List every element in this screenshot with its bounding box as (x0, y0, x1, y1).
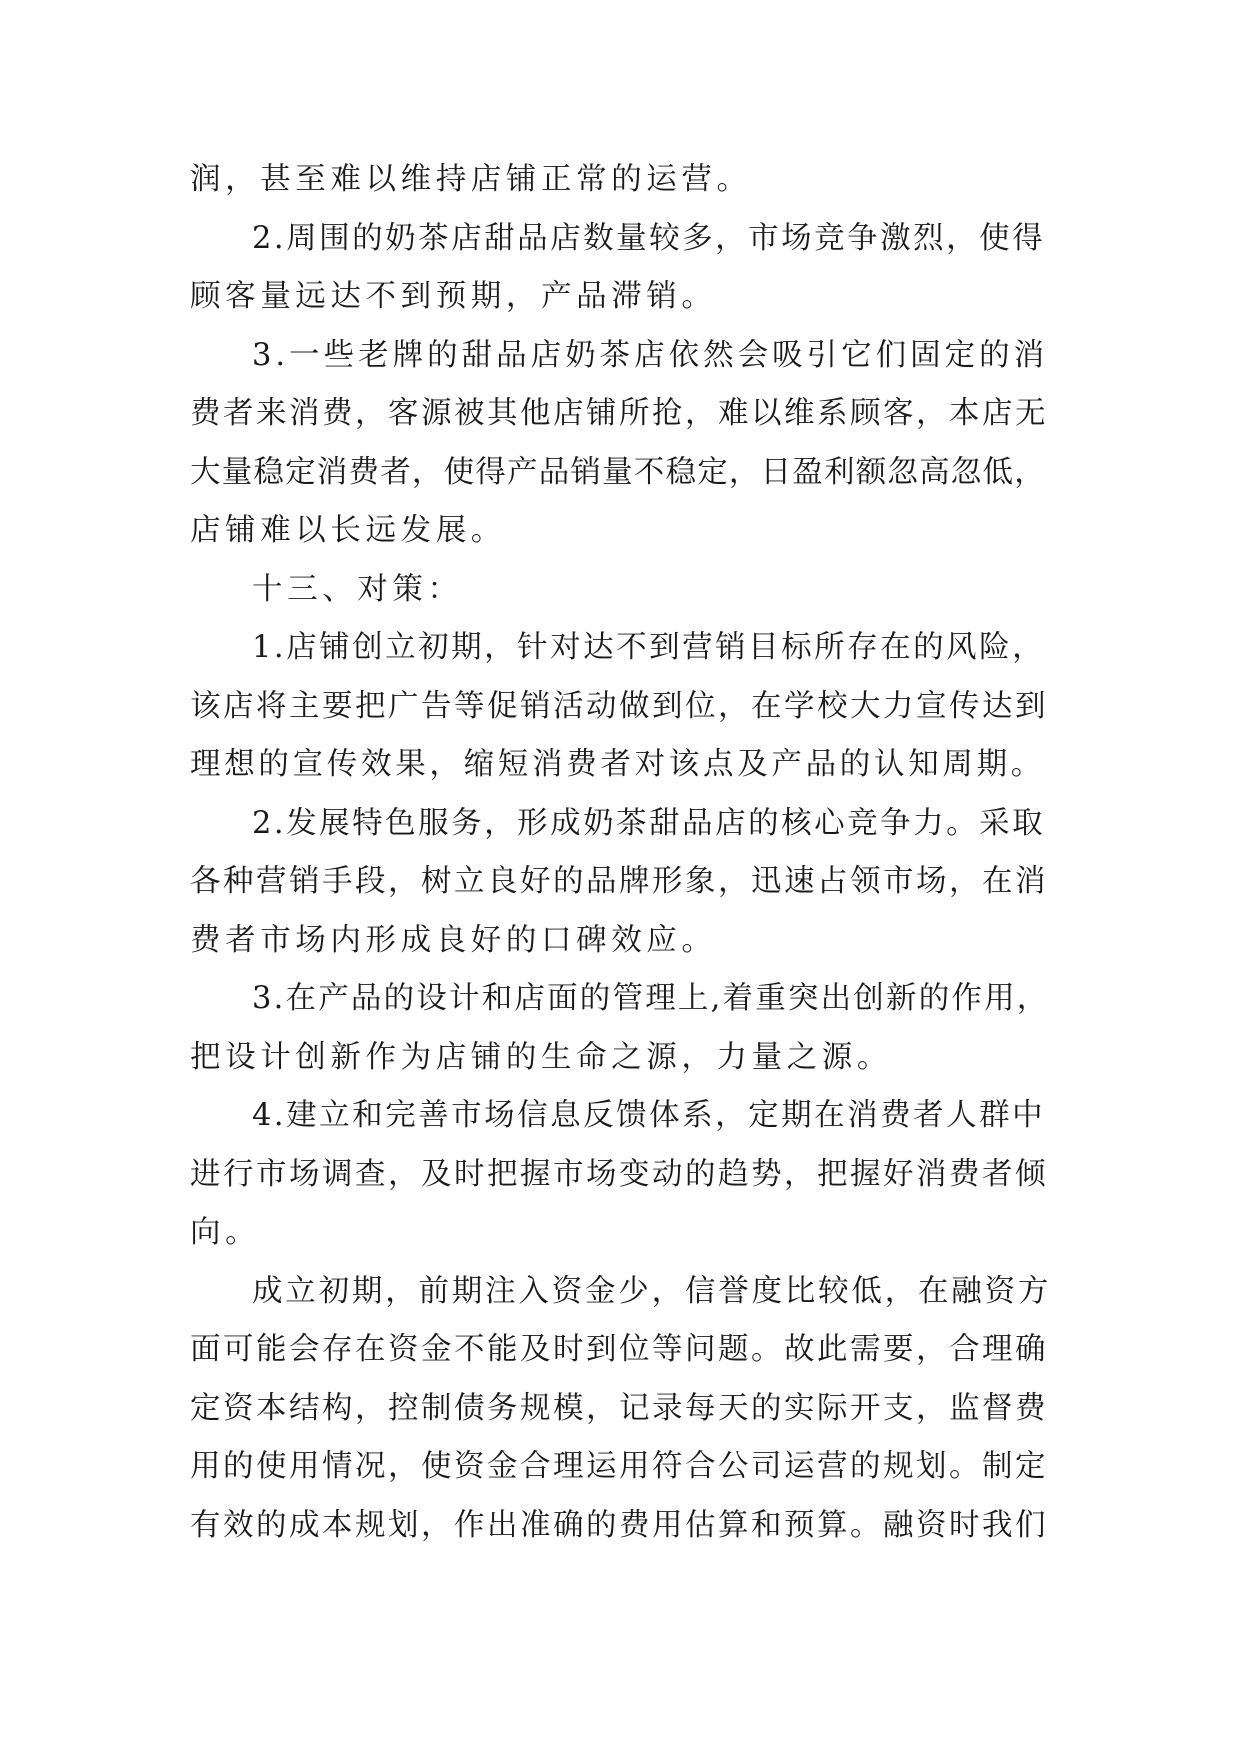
text-line: 各种营销手段，树立良好的品牌形象，迅速占领市场，在消 (190, 864, 1048, 899)
text-line: 向。 (190, 1215, 261, 1250)
paragraph-5 (190, 619, 1052, 795)
document-body (190, 151, 1052, 1555)
text-line: 理想的宣传效果，缩短消费者对该点及产品的认知周期。 (190, 747, 1045, 782)
paragraph-8 (190, 1087, 1052, 1263)
text-line: 4.建立和完善市场信息反馈体系，定期在消费者人群中 (252, 1098, 1046, 1133)
text-line: 2.周围的奶茶店甜品店数量较多，市场竞争激烈，使得 (252, 220, 1046, 256)
text-line: 2.发展特色服务，形成奶茶甜品店的核心竞争力。采取 (252, 805, 1046, 841)
paragraph-9 (190, 1263, 1052, 1556)
text-line: 费者市场内形成良好的口碑效应。 (190, 922, 717, 958)
section-heading (190, 561, 1052, 620)
paragraph-3 (190, 327, 1052, 561)
text-line: 费者来消费，客源被其他店铺所抢，难以维系顾客，本店无 (190, 396, 1048, 431)
paragraph-2 (190, 210, 1052, 327)
text-line: 定资本结构，控制债务规模，记录每天的实际开支，监督费 (190, 1390, 1048, 1426)
text-line: 店铺难以长远发展。 (190, 513, 506, 548)
text-line: 3.在产品的设计和店面的管理上,着重突出创新的作用， (252, 981, 1050, 1016)
paragraph-1 (190, 151, 1052, 210)
text-line: 把设计创新作为店铺的生命之源，力量之源。 (190, 1039, 892, 1075)
text-line: 3.一些老牌的甜品店奶茶店依然会吸引它们固定的消 (252, 337, 1049, 373)
text-line: 进行市场调查，及时把握市场变动的趋势，把握好消费者倾 (190, 1156, 1048, 1192)
paragraph-6 (190, 795, 1052, 971)
text-line: 顾客量远达不到预期，产品滞销。 (190, 279, 717, 314)
text-line: 有效的成本规划，作出准确的费用估算和预算。融资时我们 (190, 1507, 1048, 1543)
paragraph-7 (190, 970, 1052, 1087)
text-line: 润，甚至难以维持店铺正常的运营。 (190, 162, 752, 197)
text-line: 该店将主要把广告等促销活动做到位，在学校大力宣传达到 (190, 688, 1048, 724)
text-line: 成立初期，前期注入资金少，信誉度比较低，在融资方 (252, 1273, 1052, 1309)
text-line: 用的使用情况，使资金合理运用符合公司运营的规划。制定 (190, 1449, 1048, 1484)
text-line: 大量稳定消费者，使得产品销量不稳定，日盈利额忽高忽低， (190, 454, 1046, 490)
heading-line: 十三、对策： (252, 571, 463, 607)
text-line: 面可能会存在资金不能及时到位等问题。故此需要，合理确 (190, 1332, 1048, 1367)
text-line: 1.店铺创立初期，针对达不到营销目标所存在的风险， (252, 630, 1046, 665)
